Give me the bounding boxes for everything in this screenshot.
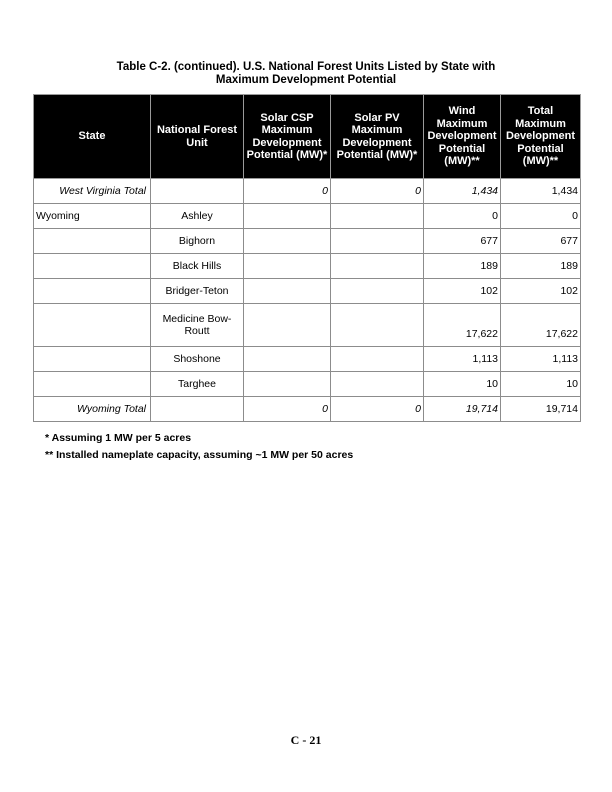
table-row	[34, 304, 581, 347]
page-number: C - 21	[290, 733, 322, 747]
footnote: ** Installed nameplate capacity, assuming ~1 MW per 50 acres	[45, 449, 354, 461]
pv-cell	[331, 229, 424, 254]
state-cell: Wyoming	[34, 204, 151, 229]
csp-cell: 0	[244, 397, 331, 422]
state-cell	[34, 279, 151, 304]
table-row	[34, 229, 581, 254]
csp-cell	[244, 372, 331, 397]
state-cell: West Virginia Total	[34, 179, 151, 204]
wind-cell: 17,622	[424, 304, 501, 347]
pv-cell	[331, 347, 424, 372]
total-cell: 0	[501, 204, 581, 229]
header-wind: Wind Maximum Development Potential (MW)**	[424, 95, 501, 179]
unit-cell: Medicine Bow-Routt	[151, 304, 244, 347]
table-row	[34, 179, 581, 204]
wind-cell: 102	[424, 279, 501, 304]
table-row	[34, 372, 581, 397]
total-cell: 19,714	[501, 397, 581, 422]
unit-cell: Black Hills	[151, 254, 244, 279]
state-cell	[34, 347, 151, 372]
table-row	[34, 204, 581, 229]
unit-cell	[151, 397, 244, 422]
forest-units-table	[33, 94, 581, 422]
state-cell	[34, 254, 151, 279]
total-cell: 189	[501, 254, 581, 279]
wind-cell: 189	[424, 254, 501, 279]
unit-cell: Bighorn	[151, 229, 244, 254]
caption-line-2: Maximum Development Potential	[215, 74, 397, 86]
header-row	[34, 95, 581, 179]
wind-cell: 1,434	[424, 179, 501, 204]
pv-cell: 0	[331, 397, 424, 422]
table-row	[34, 397, 581, 422]
total-cell: 677	[501, 229, 581, 254]
state-cell	[34, 229, 151, 254]
table-footnotes	[45, 430, 353, 464]
pv-cell	[331, 204, 424, 229]
pv-cell	[331, 372, 424, 397]
csp-cell	[244, 254, 331, 279]
table-row	[34, 254, 581, 279]
wind-cell: 1,113	[424, 347, 501, 372]
header-total: Total Maximum Development Potential (MW)**	[501, 95, 581, 179]
unit-cell: Shoshone	[151, 347, 244, 372]
total-cell: 10	[501, 372, 581, 397]
header-solar-pv: Solar PV Maximum Development Potential (MW)*	[331, 95, 424, 179]
unit-cell	[151, 179, 244, 204]
wind-cell: 19,714	[424, 397, 501, 422]
state-cell: Wyoming Total	[34, 397, 151, 422]
table-caption	[0, 61, 612, 87]
header-national-forest-unit: National Forest Unit	[151, 95, 244, 179]
state-cell	[34, 372, 151, 397]
wind-cell: 0	[424, 204, 501, 229]
csp-cell	[244, 279, 331, 304]
csp-cell	[244, 304, 331, 347]
total-cell: 102	[501, 279, 581, 304]
pv-cell	[331, 254, 424, 279]
table-row	[34, 347, 581, 372]
csp-cell	[244, 204, 331, 229]
total-cell: 17,622	[501, 304, 581, 347]
unit-cell: Ashley	[151, 204, 244, 229]
header-state: State	[34, 95, 151, 179]
state-cell	[34, 304, 151, 347]
wind-cell: 677	[424, 229, 501, 254]
caption-line-1: Table C-2. (continued). U.S. National Forest Units Listed by State with	[116, 61, 496, 73]
total-cell: 1,434	[501, 179, 581, 204]
unit-cell: Bridger-Teton	[151, 279, 244, 304]
csp-cell	[244, 347, 331, 372]
wind-cell: 10	[424, 372, 501, 397]
footnote: * Assuming 1 MW per 5 acres	[45, 432, 192, 444]
total-cell: 1,113	[501, 347, 581, 372]
csp-cell	[244, 229, 331, 254]
pv-cell: 0	[331, 179, 424, 204]
header-solar-csp: Solar CSP Maximum Development Potential (MW)*	[244, 95, 331, 179]
pv-cell	[331, 304, 424, 347]
pv-cell	[331, 279, 424, 304]
csp-cell: 0	[244, 179, 331, 204]
unit-cell: Targhee	[151, 372, 244, 397]
table-row	[34, 279, 581, 304]
